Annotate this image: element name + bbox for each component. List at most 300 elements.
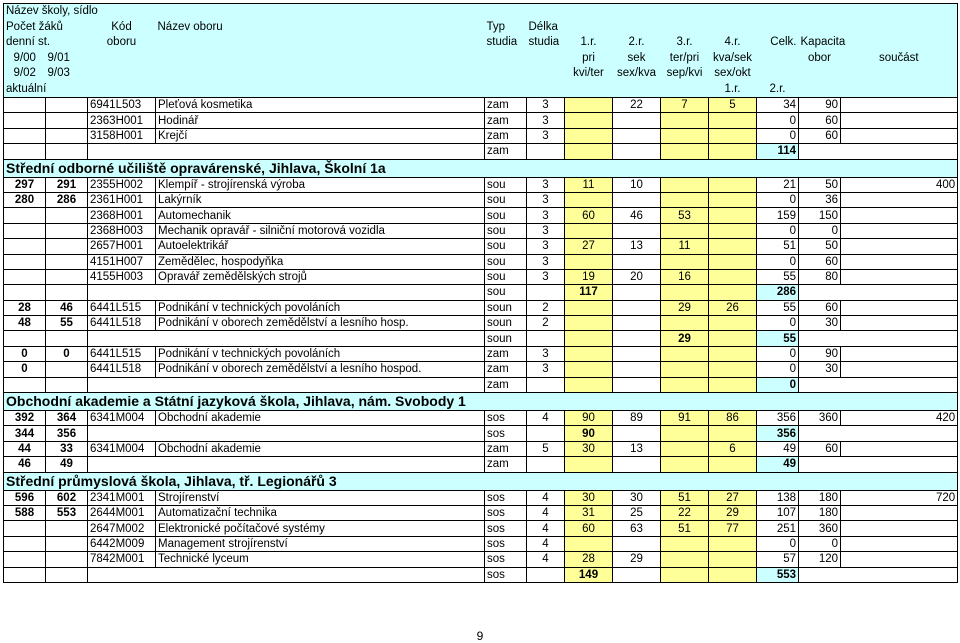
cell-empty [88, 285, 485, 300]
cell-students-b [46, 113, 88, 128]
cell-students-b [46, 254, 88, 269]
cell-code: 2368H001 [88, 208, 156, 223]
header-soucast: součást [841, 51, 958, 67]
cell-name: Automechanik [156, 208, 485, 223]
header-1r: 1.r. [565, 35, 613, 51]
header-sex-kva: sex/kva [613, 66, 661, 82]
cell-year1: 60 [565, 521, 613, 536]
cell-empty [613, 567, 661, 582]
header-sep-kvi: sep/kvi [661, 66, 709, 82]
cell-year2 [613, 113, 661, 128]
subtotal-row [4, 567, 958, 582]
cell-students-a: 0 [4, 362, 46, 377]
cell-name: Podnikání v oborech zemědělství a lesního hospod. [156, 362, 485, 377]
cell-code: 6441L515 [88, 300, 156, 315]
cell-year1-total: 117 [565, 285, 613, 300]
cell-year3 [661, 441, 709, 456]
cell-type: zam [485, 113, 527, 128]
cell-year4 [709, 192, 757, 207]
cell-year4-total [709, 144, 757, 159]
header-empty [156, 35, 485, 51]
cell-year2: 25 [613, 505, 661, 520]
header-denni-st: denní st. [4, 35, 88, 51]
cell-capacity: 50 [799, 177, 841, 192]
cell-code: 2657H001 [88, 239, 156, 254]
cell-code: 2647M002 [88, 521, 156, 536]
cell-capacity: 60 [799, 300, 841, 315]
cell-component: 400 [841, 177, 958, 192]
header-row-6 [4, 82, 958, 98]
cell-type: soun [485, 331, 527, 346]
header-empty [757, 51, 799, 67]
cell-name: Podnikání v technických povoláních [156, 346, 485, 361]
cell-length: 3 [527, 223, 565, 238]
cell-students-b [46, 269, 88, 284]
cell-code: 2361H001 [88, 192, 156, 207]
cell-students-b [46, 239, 88, 254]
cell-name: Podnikání v technických povoláních [156, 300, 485, 315]
header-row-3 [4, 35, 958, 51]
cell-students-b [46, 536, 88, 551]
cell-total: 21 [757, 177, 799, 192]
cell-component [841, 300, 958, 315]
cell-total: 0 [757, 254, 799, 269]
cell-name: Technické lyceum [156, 552, 485, 567]
cell-length: 2 [527, 316, 565, 331]
cell-type: zam [485, 377, 527, 392]
cell-name: Elektronické počítačové systémy [156, 521, 485, 536]
cell-length: 3 [527, 113, 565, 128]
cell-name: Automatizační technika [156, 505, 485, 520]
cell-students-b: 291 [46, 177, 88, 192]
cell-capacity: 120 [799, 552, 841, 567]
cell-total: 0 [757, 536, 799, 551]
cell-code: 6341M004 [88, 411, 156, 426]
cell-students-a: 0 [4, 346, 46, 361]
table-row [4, 300, 958, 315]
cell-students-b [46, 362, 88, 377]
cell-capacity: 360 [799, 411, 841, 426]
cell-type: zam [485, 441, 527, 456]
cell-students-a: 28 [4, 300, 46, 315]
cell-year1: 31 [565, 505, 613, 520]
cell-students-b: 46 [46, 300, 88, 315]
cell-capacity: 90 [799, 346, 841, 361]
cell-capacity: 90 [799, 98, 841, 113]
cell-length: 4 [527, 490, 565, 505]
cell-name: Strojírenství [156, 490, 485, 505]
cell-students-b: 33 [46, 441, 88, 456]
header-3r: 3.r. [661, 35, 709, 51]
cell-empty [88, 567, 485, 582]
cell-students-a: 344 [4, 426, 46, 441]
cell-sum-total: 553 [757, 567, 799, 582]
header-row-1 [4, 4, 958, 20]
cell-code: 4151H007 [88, 254, 156, 269]
header-pocet-zaku: Počet žáků [4, 20, 88, 36]
cell-students-a: 588 [4, 505, 46, 520]
cell-year4 [709, 346, 757, 361]
cell-students-a: 596 [4, 490, 46, 505]
cell-type: sos [485, 567, 527, 582]
cell-year3: 16 [661, 269, 709, 284]
cell-year1 [565, 98, 613, 113]
cell-type: sos [485, 426, 527, 441]
cell-total: 0 [757, 128, 799, 143]
header-9-02: 9/02 [4, 66, 46, 82]
cell-name: Obchodní akademie [156, 411, 485, 426]
cell-year4 [709, 269, 757, 284]
header-sex-okt: sex/okt [709, 66, 757, 82]
cell-students-b [46, 552, 88, 567]
cell-length: 4 [527, 536, 565, 551]
cell-capacity: 180 [799, 490, 841, 505]
cell-students-b: 553 [46, 505, 88, 520]
cell-total: 0 [757, 113, 799, 128]
header-1r-b: 1.r. [709, 82, 757, 98]
cell-code: 6441L518 [88, 362, 156, 377]
table-row [4, 362, 958, 377]
cell-capacity: 150 [799, 208, 841, 223]
cell-year4 [709, 362, 757, 377]
school-title-row [4, 393, 958, 411]
cell-year4: 6 [709, 441, 757, 456]
subtotal-row [4, 285, 958, 300]
cell-year2: 29 [613, 552, 661, 567]
school-title-row [4, 159, 958, 177]
cell-students-b: 364 [46, 411, 88, 426]
cell-year1 [565, 128, 613, 143]
cell-year2: 10 [613, 177, 661, 192]
cell-type: sou [485, 254, 527, 269]
cell-year4-total [709, 426, 757, 441]
table-body [4, 4, 958, 583]
cell-name: Podnikání v oborech zemědělství a lesního hosp. [156, 316, 485, 331]
cell-code: 6941L503 [88, 98, 156, 113]
cell-students-a: 48 [4, 316, 46, 331]
cell-type: soun [485, 300, 527, 315]
cell-type: sos [485, 552, 527, 567]
cell-students-a [4, 285, 46, 300]
table-row [4, 208, 958, 223]
subtotal-row [4, 457, 958, 472]
header-typ: Typ [485, 20, 527, 36]
cell-component [841, 441, 958, 456]
cell-year4 [709, 536, 757, 551]
cell-year3: 29 [661, 300, 709, 315]
cell-component [841, 254, 958, 269]
header-studia-delka: studia [527, 35, 565, 51]
cell-component [841, 128, 958, 143]
cell-students-b: 602 [46, 490, 88, 505]
cell-year1 [565, 316, 613, 331]
cell-capacity: 0 [799, 223, 841, 238]
cell-students-a [4, 521, 46, 536]
cell-year1 [565, 300, 613, 315]
cell-type: zam [485, 98, 527, 113]
cell-year4 [709, 552, 757, 567]
cell-empty [799, 567, 958, 582]
cell-code: 7842M001 [88, 552, 156, 567]
cell-year1 [565, 362, 613, 377]
cell-year4-total [709, 567, 757, 582]
cell-component: 720 [841, 490, 958, 505]
cell-year4 [709, 223, 757, 238]
cell-length: 2 [527, 300, 565, 315]
cell-name: Obchodní akademie [156, 441, 485, 456]
cell-students-a [4, 223, 46, 238]
header-delka: Délka [527, 20, 565, 36]
cell-year1 [565, 113, 613, 128]
cell-code: 3158H001 [88, 128, 156, 143]
cell-total: 34 [757, 98, 799, 113]
cell-year2: 22 [613, 98, 661, 113]
school-title: Střední odborné učiliště opravárenské, Jihlava, Školní 1a [4, 159, 958, 177]
cell-type: sos [485, 411, 527, 426]
cell-total: 0 [757, 192, 799, 207]
cell-year2: 89 [613, 411, 661, 426]
cell-type: sou [485, 239, 527, 254]
cell-capacity: 80 [799, 269, 841, 284]
cell-students-b [46, 144, 88, 159]
cell-year4 [709, 239, 757, 254]
header-studia-typ: studia [485, 35, 527, 51]
cell-type: sos [485, 521, 527, 536]
header-empty [88, 82, 709, 98]
cell-year3 [661, 254, 709, 269]
table-row [4, 192, 958, 207]
table-row [4, 490, 958, 505]
cell-type: zam [485, 362, 527, 377]
table-row [4, 346, 958, 361]
cell-total: 138 [757, 490, 799, 505]
cell-type: zam [485, 457, 527, 472]
cell-year3-total [661, 285, 709, 300]
cell-year3: 22 [661, 505, 709, 520]
cell-component [841, 316, 958, 331]
cell-code: 6442M009 [88, 536, 156, 551]
enrollment-table-sheet [3, 3, 957, 583]
cell-year3 [661, 536, 709, 551]
cell-empty [799, 377, 958, 392]
cell-year4 [709, 177, 757, 192]
header-school-label: Název školy, sídlo [4, 4, 958, 20]
cell-empty [799, 144, 958, 159]
cell-students-b [46, 377, 88, 392]
cell-year1-total: 149 [565, 567, 613, 582]
cell-year2 [613, 346, 661, 361]
cell-students-b [46, 567, 88, 582]
cell-year4-total [709, 331, 757, 346]
cell-students-b: 0 [46, 346, 88, 361]
cell-empty [799, 457, 958, 472]
cell-empty [88, 426, 485, 441]
cell-type: sou [485, 223, 527, 238]
cell-code: 2341M001 [88, 490, 156, 505]
enrollment-table [3, 3, 958, 583]
cell-length: 3 [527, 98, 565, 113]
table-row [4, 505, 958, 520]
cell-capacity: 180 [799, 505, 841, 520]
cell-empty [613, 426, 661, 441]
cell-year2 [613, 254, 661, 269]
cell-type: zam [485, 128, 527, 143]
cell-component [841, 113, 958, 128]
table-row [4, 269, 958, 284]
cell-length: 3 [527, 269, 565, 284]
cell-component [841, 223, 958, 238]
cell-year4: 5 [709, 98, 757, 113]
cell-code: 2363H001 [88, 113, 156, 128]
cell-empty [88, 331, 485, 346]
cell-total: 55 [757, 269, 799, 284]
cell-students-a [4, 536, 46, 551]
cell-year2: 13 [613, 239, 661, 254]
cell-type: sos [485, 505, 527, 520]
cell-type: sou [485, 285, 527, 300]
header-empty [757, 66, 958, 82]
cell-total: 55 [757, 300, 799, 315]
cell-year1: 19 [565, 269, 613, 284]
cell-year4: 26 [709, 300, 757, 315]
cell-year4: 77 [709, 521, 757, 536]
cell-students-a [4, 144, 46, 159]
cell-year1-total: 90 [565, 426, 613, 441]
cell-code: 6441L515 [88, 346, 156, 361]
cell-name: Management strojírenství [156, 536, 485, 551]
header-9-03: 9/03 [46, 66, 88, 82]
cell-year4 [709, 254, 757, 269]
cell-sum-total: 286 [757, 285, 799, 300]
cell-code: 6341M004 [88, 441, 156, 456]
cell-year1 [565, 254, 613, 269]
cell-year3 [661, 223, 709, 238]
cell-year3 [661, 177, 709, 192]
cell-year3-total [661, 567, 709, 582]
cell-year1 [565, 223, 613, 238]
cell-sum-total: 356 [757, 426, 799, 441]
cell-year2 [613, 536, 661, 551]
cell-empty [527, 567, 565, 582]
cell-year1-total [565, 144, 613, 159]
page-number: 9 [476, 629, 484, 643]
cell-code: 6441L518 [88, 316, 156, 331]
cell-sum-total: 49 [757, 457, 799, 472]
cell-component [841, 239, 958, 254]
cell-year1: 60 [565, 208, 613, 223]
cell-year2 [613, 362, 661, 377]
header-kapacita: Kapacita [799, 35, 958, 51]
subtotal-row [4, 331, 958, 346]
cell-year4 [709, 128, 757, 143]
cell-length: 3 [527, 177, 565, 192]
cell-year1-total [565, 377, 613, 392]
cell-component [841, 346, 958, 361]
cell-capacity: 36 [799, 192, 841, 207]
cell-students-a [4, 239, 46, 254]
cell-year1 [565, 536, 613, 551]
table-row [4, 128, 958, 143]
cell-type: sou [485, 177, 527, 192]
cell-type: sou [485, 192, 527, 207]
cell-students-a [4, 552, 46, 567]
cell-name: Opravář zemědělských strojů [156, 269, 485, 284]
cell-total: 57 [757, 552, 799, 567]
cell-year3: 53 [661, 208, 709, 223]
cell-code: 2355H002 [88, 177, 156, 192]
cell-empty [799, 331, 958, 346]
cell-students-b: 49 [46, 457, 88, 472]
cell-students-a [4, 567, 46, 582]
cell-capacity: 30 [799, 362, 841, 377]
cell-year1 [565, 346, 613, 361]
cell-year3: 11 [661, 239, 709, 254]
cell-year1: 27 [565, 239, 613, 254]
subtotal-row [4, 377, 958, 392]
table-row [4, 552, 958, 567]
cell-capacity: 50 [799, 239, 841, 254]
cell-code: 4155H003 [88, 269, 156, 284]
header-kvi-ter: kvi/ter [565, 66, 613, 82]
cell-year3-total: 29 [661, 331, 709, 346]
cell-year3-total [661, 144, 709, 159]
table-row [4, 98, 958, 113]
cell-year2: 30 [613, 490, 661, 505]
cell-year2 [613, 128, 661, 143]
cell-name: Pleťová kosmetika [156, 98, 485, 113]
header-ter-pri: ter/pri [661, 51, 709, 67]
cell-capacity: 60 [799, 113, 841, 128]
cell-sum-total: 55 [757, 331, 799, 346]
cell-code: 2644M001 [88, 505, 156, 520]
subtotal-row [4, 426, 958, 441]
cell-year1: 30 [565, 490, 613, 505]
table-row [4, 521, 958, 536]
header-kva-sek: kva/sek [709, 51, 757, 67]
cell-students-b [46, 521, 88, 536]
cell-name: Krejčí [156, 128, 485, 143]
cell-component [841, 98, 958, 113]
cell-empty [527, 457, 565, 472]
header-9-00: 9/00 [4, 51, 46, 67]
cell-students-a [4, 331, 46, 346]
cell-component [841, 362, 958, 377]
header-row-2 [4, 20, 958, 36]
cell-empty [799, 426, 958, 441]
cell-empty [613, 144, 661, 159]
cell-length: 4 [527, 411, 565, 426]
cell-type: sos [485, 490, 527, 505]
header-empty [88, 51, 565, 67]
cell-students-b: 55 [46, 316, 88, 331]
cell-empty [88, 377, 485, 392]
cell-students-a [4, 254, 46, 269]
cell-students-a [4, 269, 46, 284]
table-row [4, 411, 958, 426]
cell-component [841, 521, 958, 536]
cell-year3 [661, 362, 709, 377]
cell-year2 [613, 316, 661, 331]
header-2r: 2.r. [613, 35, 661, 51]
cell-year2 [613, 223, 661, 238]
table-row [4, 177, 958, 192]
cell-sum-total: 0 [757, 377, 799, 392]
cell-empty [613, 331, 661, 346]
cell-sum-total: 114 [757, 144, 799, 159]
cell-students-a [4, 377, 46, 392]
cell-total: 0 [757, 223, 799, 238]
header-blank [565, 20, 958, 36]
